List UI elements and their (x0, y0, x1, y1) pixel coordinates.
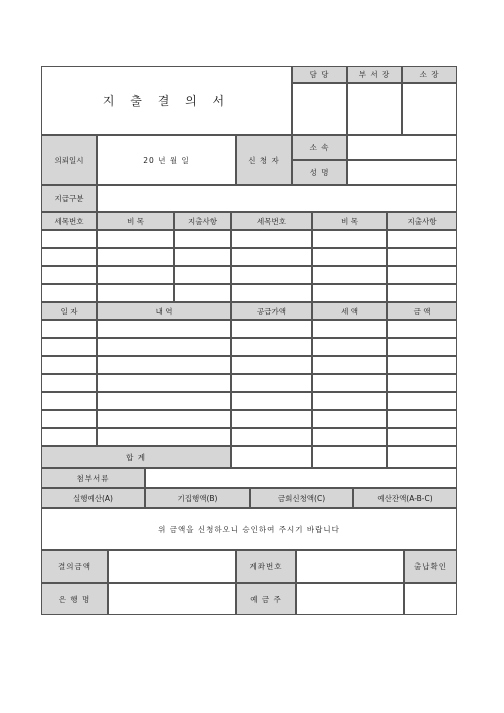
item-cell[interactable] (387, 230, 457, 248)
item-cell[interactable] (97, 284, 174, 302)
detail-cell[interactable] (312, 338, 387, 356)
detail-cell[interactable] (97, 374, 231, 392)
detail-cell[interactable] (41, 392, 97, 410)
detail-cell[interactable] (41, 428, 97, 446)
item-cell[interactable] (97, 248, 174, 266)
budget-label-1: 기집행액(B) (145, 488, 250, 508)
item-cell[interactable] (41, 266, 97, 284)
detail-cell[interactable] (41, 410, 97, 428)
detail-cell[interactable] (97, 410, 231, 428)
detail-cell[interactable] (41, 374, 97, 392)
approval-signature-1[interactable] (347, 83, 402, 135)
item-cell[interactable] (387, 248, 457, 266)
detail-cell[interactable] (387, 428, 457, 446)
detail-cell[interactable] (312, 320, 387, 338)
item-cell[interactable] (174, 230, 231, 248)
detail-cell[interactable] (387, 410, 457, 428)
detail-header-3: 세 액 (312, 302, 387, 320)
item-cell[interactable] (231, 230, 312, 248)
approval-signature-0[interactable] (292, 83, 347, 135)
detail-cell[interactable] (231, 428, 312, 446)
request-date-label: 의뢰일시 (41, 135, 97, 185)
item-cell[interactable] (312, 230, 387, 248)
budget-label-0: 실행예산(A) (41, 488, 145, 508)
detail-cell[interactable] (312, 374, 387, 392)
total-cell[interactable] (231, 446, 312, 468)
approval-signature-2[interactable] (402, 83, 457, 135)
detail-cell[interactable] (97, 320, 231, 338)
approval-header-1: 부 서 장 (347, 66, 402, 83)
detail-cell[interactable] (97, 356, 231, 374)
item-cell[interactable] (174, 248, 231, 266)
item-cell[interactable] (312, 266, 387, 284)
dept-value[interactable] (347, 135, 457, 160)
item-cell[interactable] (174, 284, 231, 302)
item-header-5: 지출사항 (387, 212, 457, 230)
item-cell[interactable] (97, 230, 174, 248)
payment-type-label: 지급구분 (41, 185, 97, 212)
item-cell[interactable] (174, 266, 231, 284)
detail-cell[interactable] (231, 392, 312, 410)
detail-cell[interactable] (387, 374, 457, 392)
bank-name-label: 은 행 명 (41, 583, 108, 615)
account-number-value[interactable] (296, 550, 404, 583)
total-label: 합 계 (41, 446, 231, 468)
item-cell[interactable] (41, 248, 97, 266)
applicant-label: 신 청 자 (236, 135, 292, 185)
item-cell[interactable] (231, 284, 312, 302)
detail-cell[interactable] (387, 338, 457, 356)
item-cell[interactable] (387, 284, 457, 302)
detail-cell[interactable] (41, 356, 97, 374)
detail-cell[interactable] (97, 392, 231, 410)
item-cell[interactable] (97, 266, 174, 284)
detail-cell[interactable] (41, 338, 97, 356)
detail-cell[interactable] (387, 320, 457, 338)
item-cell[interactable] (231, 248, 312, 266)
detail-cell[interactable] (312, 392, 387, 410)
item-header-0: 세목번호 (41, 212, 97, 230)
detail-cell[interactable] (312, 428, 387, 446)
item-header-2: 지출사항 (174, 212, 231, 230)
approval-header-0: 담 당 (292, 66, 347, 83)
name-label: 성 명 (292, 160, 347, 185)
attachments-label: 첨부서류 (41, 468, 145, 488)
item-cell[interactable] (312, 284, 387, 302)
detail-cell[interactable] (97, 338, 231, 356)
item-cell[interactable] (312, 248, 387, 266)
form-title: 지 출 결 의 서 (41, 66, 292, 135)
total-cell[interactable] (387, 446, 457, 468)
cash-check-value[interactable] (404, 583, 457, 615)
item-cell[interactable] (231, 266, 312, 284)
bank-name-value[interactable] (108, 583, 236, 615)
approval-header-2: 소 장 (402, 66, 457, 83)
cash-check-label: 출납확인 (404, 550, 457, 583)
detail-cell[interactable] (312, 356, 387, 374)
total-cell[interactable] (312, 446, 387, 468)
detail-cell[interactable] (41, 320, 97, 338)
item-header-4: 비 목 (312, 212, 387, 230)
request-date-value[interactable]: 20 년 월 일 (97, 135, 236, 185)
request-text: 위 금액을 신청하오니 승인하여 주시기 바랍니다 (41, 508, 457, 550)
name-value[interactable] (347, 160, 457, 185)
detail-header-1: 내 역 (97, 302, 231, 320)
detail-header-4: 금 액 (387, 302, 457, 320)
item-cell[interactable] (41, 284, 97, 302)
budget-label-3: 예산잔액(A-B-C) (353, 488, 457, 508)
resolution-amount-label: 결의금액 (41, 550, 108, 583)
item-header-3: 세목번호 (231, 212, 312, 230)
dept-label: 소 속 (292, 135, 347, 160)
detail-header-2: 공급가액 (231, 302, 312, 320)
detail-cell[interactable] (312, 410, 387, 428)
item-header-1: 비 목 (97, 212, 174, 230)
detail-cell[interactable] (231, 374, 312, 392)
detail-cell[interactable] (97, 428, 231, 446)
detail-cell[interactable] (231, 410, 312, 428)
account-holder-label: 예 금 주 (236, 583, 296, 615)
resolution-amount-value[interactable] (108, 550, 236, 583)
account-holder-value[interactable] (296, 583, 404, 615)
account-number-label: 계좌번호 (236, 550, 296, 583)
detail-cell[interactable] (387, 356, 457, 374)
detail-cell[interactable] (231, 320, 312, 338)
detail-cell[interactable] (231, 338, 312, 356)
detail-header-0: 일 자 (41, 302, 97, 320)
detail-cell[interactable] (231, 356, 312, 374)
attachments-value[interactable] (145, 468, 457, 488)
budget-label-2: 금회신청액(C) (250, 488, 353, 508)
item-cell[interactable] (41, 230, 97, 248)
item-cell[interactable] (387, 266, 457, 284)
detail-cell[interactable] (387, 392, 457, 410)
payment-type-value[interactable] (97, 185, 457, 212)
